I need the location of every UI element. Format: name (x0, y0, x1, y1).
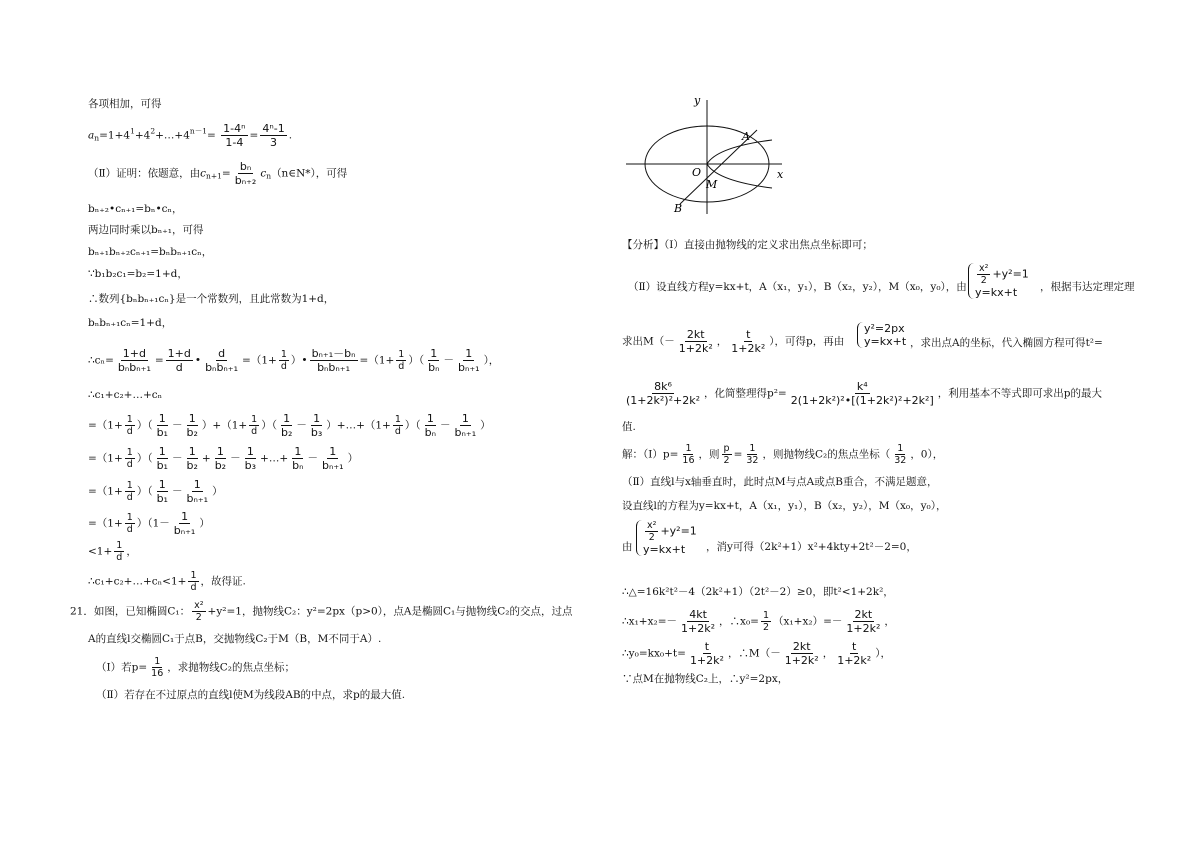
solution-system: 由 (622, 541, 633, 553)
sum-step-4: =（1+ $\frac{1}{d}$ ）（1－ $\frac{1}{\text{bₙ₊₁}}$ ） (88, 510, 210, 537)
fraction: $\frac{\text{1-4ⁿ}}{1-4}$ (223, 122, 246, 149)
conclusion: ∴c₁+c₂+…+cₙ<1+ $\frac{1}{d}$ ，故得证. (88, 570, 246, 593)
label: y (694, 94, 701, 107)
text-line: 两边同时乘以bₙ₊₁，可得 (88, 224, 204, 236)
text-line: ∴△=16k²t²－4（2k²+1）（2t²－2）≥0，即t²<1+2k²， (622, 586, 894, 598)
fraction: $\frac{\text{4ⁿ-1}}{3}$ (262, 122, 285, 149)
text-line: 各项相加，可得 (88, 98, 162, 110)
label: O (692, 166, 702, 179)
solution-y0: ∴y₀=kx₀+t= $\frac{t}{\text{1+2k²}}$ ，∴M（－ $\frac{2kt}{\text{1+2k²}}$ ， $\frac{t}{\text{1+2k²}}$ ）， (622, 640, 891, 667)
text-line: bₙ₊₂•cₙ₊₁=bₙ•cₙ， (88, 203, 183, 215)
label: A (742, 130, 750, 143)
equation-system: y²=2px y=kx+t (857, 322, 906, 348)
question-21: 21．如图，已知椭圆C₁： $\frac{\text{x²}}{2}$ +y²=1，抛物线C₂：y²=2px（p>0），点A是椭圆C₁与抛物线C₂的交点，过点 (70, 600, 573, 623)
text-line: （Ⅱ）直线l与x轴垂直时，此时点M与点A或点B重合，不满足题意， (622, 476, 938, 488)
analysis-2: （Ⅱ）设直线方程y=kx+t，A（x₁，y₁），B（x₂，y₂），M（x₀，y₀），由 (628, 281, 967, 293)
analysis-4: $\frac{\text{8k⁶}}{\text{(1+2k²)²+2k²}}$ ，化简整理得p²= $\frac{\text{k⁴}}{\text{2(1+2k²)²•[(1+2k²)²+2k²]}}$ ，利用基本不等式即可求出p的最大 (626, 380, 1102, 407)
text: = (207, 129, 216, 142)
sum-step-5: <1+ $\frac{1}{d}$ ， (88, 540, 137, 563)
label: B (674, 202, 683, 215)
text-line: 值. (622, 421, 636, 433)
analysis-3: 求出M（－ $\frac{2kt}{\text{1+2k²}}$ ， $\frac{t}{\text{1+2k²}}$ ），可得p，再由 (622, 328, 845, 355)
text-line: ∵b₁b₂c₁=b₂=1+d， (88, 268, 188, 280)
equation-system: $\frac{\text{x²}}{2}$ +y²=1 y=kx+t (968, 263, 1029, 299)
sum-step-2: =（1+ $\frac{1}{d}$ ）（ $\frac{1}{\text{b₁}}$ － $\frac{1}{\text{b₂}}$ + $\frac{1}{\text{b₂}}$ － $\frac{1}{\text{b₃}}$ +…+ $\frac{1}{\text{bₙ}}$ － $\frac{1}{\text{bₙ₊₁}}$ ） (88, 445, 359, 472)
fraction: $\frac{\text{bₙ}}{\text{bₙ₊₂}}$ (234, 160, 257, 187)
question-part-1: （Ⅰ）若p= $\frac{1}{16}$ ，求抛物线C₂的焦点坐标； (96, 656, 296, 679)
text: ，根据韦达定理定理 (1040, 281, 1135, 293)
proof-start: （Ⅱ）证明：依题意，由$c_{n+1}=$ $\frac{\text{bₙ}}{\text{bₙ₊₂}}$ $c_n(n\in N*)$，可得 (88, 160, 348, 187)
text: ，求出点A的坐标，代入椭圆方程可得t²= (910, 337, 1103, 349)
text: +4 (134, 129, 151, 142)
text-line: ∵点M在抛物线C₂上，∴y²=2px， (622, 673, 789, 685)
sum-step-1: =（1+ $\frac{1}{d}$ ）（ $\frac{1}{\text{b₁}}$ － $\frac{1}{\text{b₂}}$ ）+（1+ $\frac{1}{d}$ ）（ $\frac{1}{\text{b₂}}$ － $\frac{1}{\text{b₃}}$ ）+…+（1+ $\frac{1}{d}$ ）（ $\frac{1}{\text{bₙ}}$ － $\frac{1}{\text{bₙ₊₁}}$ ） (88, 412, 491, 439)
text-line: ∴c₁+c₂+…+cₙ (88, 389, 163, 401)
formula-cn: ∴cₙ= $\frac{1+d}{\text{bₙbₙ₊₁}}$ = $\frac{1+d}{d}$ • $\frac{d}{\text{bₙbₙ₊₁}}$ =（1+ $\frac{1}{d}$ ）• $\frac{\text{bₙ₊₁－bₙ}}{\text{bₙbₙ₊₁}}$ =（1+ $\frac{1}{d}$ ）（ $\frac{1}{\text{bₙ}}$ － $\frac{1}{\text{bₙ₊₁}}$ ）， (88, 347, 500, 374)
solution-1: 解：（Ⅰ）p= $\frac{1}{16}$ ，则 $\frac{p}{2}$ = $\frac{1}{32}$ ，则抛物线C₂的焦点坐标（ $\frac{1}{32}$ ，0）， (622, 443, 944, 466)
formula-an: $a_n=1+4^1+4^2+\dots+4^{n-1}=$ $\frac{\text{1-4ⁿ}}{1-4}$ = $\frac{\text{4ⁿ-1}}{3}$ . (88, 122, 293, 149)
ellipse-parabola-figure (622, 92, 792, 216)
analysis-1: 【分析】（Ⅰ）直接由抛物线的定义求出焦点坐标即可； (622, 239, 873, 251)
label: x (777, 168, 784, 181)
equation-system: $\frac{\text{x²}}{2}$ +y²=1 y=kx+t (636, 520, 697, 556)
text-line: A的直线l交椭圆C₁于点B，交抛物线C₂于M（B，M不同于A）. (88, 633, 382, 645)
text: a (88, 129, 95, 142)
text: +…+4 (155, 129, 190, 142)
text-line: （Ⅱ）若存在不过原点的直线l使M为线段AB的中点，求p的最大值. (96, 689, 406, 701)
text: =1+4 (99, 129, 131, 142)
sum-step-3: =（1+ $\frac{1}{d}$ ）（ $\frac{1}{\text{b₁}}$ － $\frac{1}{\text{bₙ₊₁}}$ ） (88, 478, 223, 505)
text-line: 设直线l的方程为y=kx+t，A（x₁，y₁），B（x₂，y₂），M（x₀，y₀）， (622, 500, 947, 512)
text-line: bₙbₙ₊₁cₙ=1+d， (88, 317, 173, 329)
text-line: bₙ₊₁bₙ₊₂cₙ₊₁=bₙbₙ₊₁cₙ， (88, 246, 213, 258)
text: ，消y可得（2k²+1）x²+4kty+2t²－2=0， (706, 541, 917, 553)
text-line: ∴数列{bₙbₙ₊₁cₙ}是一个常数列，且此常数为1+d， (88, 293, 335, 305)
solution-x0: ∴x₁+x₂=－ $\frac{4kt}{\text{1+2k²}}$ ，∴x₀= $\frac{1}{2}$ （x₁+x₂）=－ $\frac{2kt}{\text{1+2k²}}$ ， (622, 608, 895, 635)
label: M (706, 178, 718, 191)
